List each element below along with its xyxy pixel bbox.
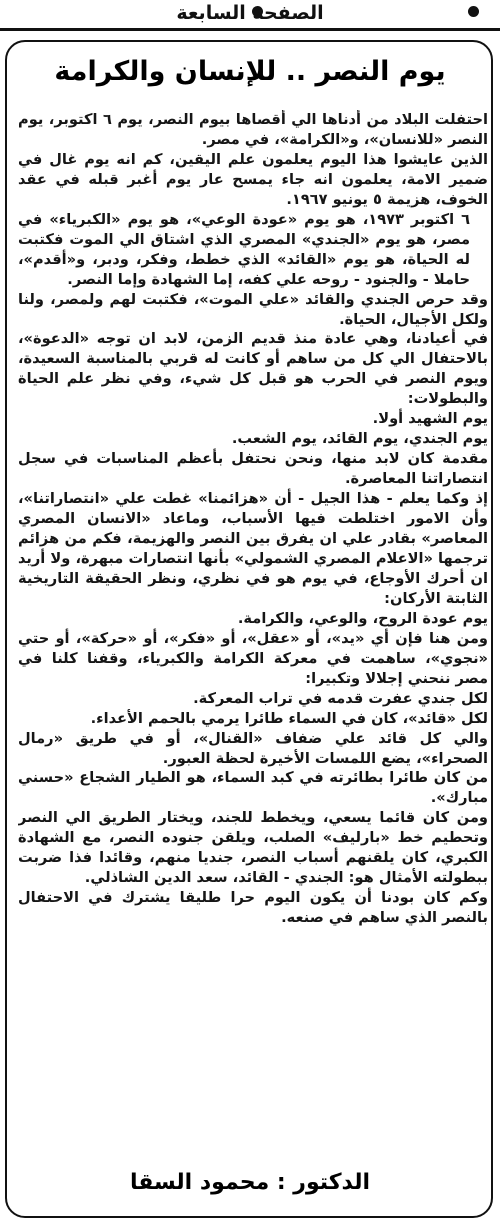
article-paragraph: مقدمة كان لابد منها، ونحن نحتفل بأعظم المناسبات في سجل انتصاراتنا المعاصرة.: [18, 450, 488, 488]
article-paragraph: من كان طائرا بطائرته في كبد السماء، هو الطيار الشجاع «حسني مبارك».: [18, 769, 488, 807]
article-paragraph: يوم الجندي، يوم القائد، يوم الشعب.: [231, 430, 488, 448]
article-paragraph: والي كل قائد علي ضفاف «القنال»، أو في طريق «رمال الصحراء»، يضع اللمسات الأخيرة لحظة العبور.: [18, 729, 488, 767]
article-paragraph: ومن كان قائما يسعي، ويخطط للجند، ويختار الطريق الي النصر وتحطيم خط «بارليف» الصلب، ويلقن جنوده النصر، مع الشهادة الكبري، كان يلقنهم أسباب النصر، جنديا منهم، وقائدا فذا ضربت ببطولته الأمثال هو: الجندي - القائد، سعد الدين الشاذلي.: [18, 809, 488, 887]
article-paragraph: يوم الشهيد أولا.: [372, 410, 488, 428]
article-paragraph: ٦ اكتوبر ١٩٧٣، هو يوم «عودة الوعي»، هو يوم «الكبرياء» في مصر، هو يوم «الجندي» المصري الذي اشتاق الي الموت فكتبت له الحياة، هو يوم «القائد» الذي خطط، وفكر، ودبر، و«أقدم»، حاملا - والجنود - روحه علي كفه، إما الشهادة وإما النصر.: [18, 210, 470, 288]
article-byline: الدكتور : محمود السقا: [129, 1170, 371, 1195]
article-headline: يوم النصر .. للإنسان والكرامة: [54, 56, 446, 87]
article-paragraph: وكم كان بودنا أن يكون اليوم حرا طليقا يشترك في الاحتفال بالنصر الذي ساهم في صنعه.: [18, 889, 488, 927]
page-header: [0, 0, 500, 31]
article-paragraph: ومن هنا فإن أي «يد»، أو «عقل»، أو «فكر»، أو «حركة»، أو حتي «نجوي»، ساهمت في معركة الكرامة والكبرياء، وقفنا كلنا في مصر ننحني إجلالا وتكبيرا:: [18, 629, 488, 687]
article-paragraph: يوم عودة الروح، والوعي، والكرامة.: [237, 609, 488, 627]
article-body: [18, 110, 488, 1156]
article-paragraph: إذ وكما يعلم - هذا الجيل - أن «هزائمنا» غطت علي «انتصاراتنا»، وأن الامور اختلطت فيها الأسباب، وماعاد «الانسان المصري المعاصر» بقادر علي ان يفرق بين النصر والهزيمة، فكم من هزائم ترجمها «الاعلام المصري الشمولي» بأنها انتصارات مبهرة، ولا أريد ان أحرك الأوجاع، في يوم هو في نظري، ونظر الحقيقة التاريخية الثابتة الأركان:: [18, 490, 488, 607]
page-label: الصفحة السابعة: [176, 2, 324, 24]
article-paragraph: الذين عايشوا هذا اليوم يعلمون علم اليقين، كم انه يوم غال في ضمير الامة، يعلمون انه جاء يمسح عار يوم أغبر قبله في عقد الخوف، هزيمة ٥ يونيو ١٩٦٧.: [18, 150, 488, 208]
article-paragraph: لكل «قائد»، كان في السماء طائرا يرمي بالحمم الأعداء.: [90, 709, 488, 727]
article-paragraph: في أعيادنا، وهي عادة منذ قديم الزمن، لابد ان توجه «الدعوة»، بالاحتفال الي كل من ساهم أو كانت له قربي بالمناسبة السعيدة، ويوم النصر في الحرب هو قبل كل شيء، وفي نظر علم الحياة والبطولات:: [18, 330, 488, 408]
article-paragraph: لكل جندي عفرت قدمه في تراب المعركة.: [193, 689, 488, 707]
article-paragraph: وقد حرص الجندي والقائد «علي الموت»، فكتبت لهم ولمصر، ولنا ولكل الأجيال، الحياة.: [18, 290, 488, 328]
article-paragraph: احتفلت البلاد من أدناها الي أقصاها بيوم النصر، يوم ٦ اكتوبر، يوم النصر «للانسان»، و«الكرامة»، في مصر.: [18, 111, 488, 148]
